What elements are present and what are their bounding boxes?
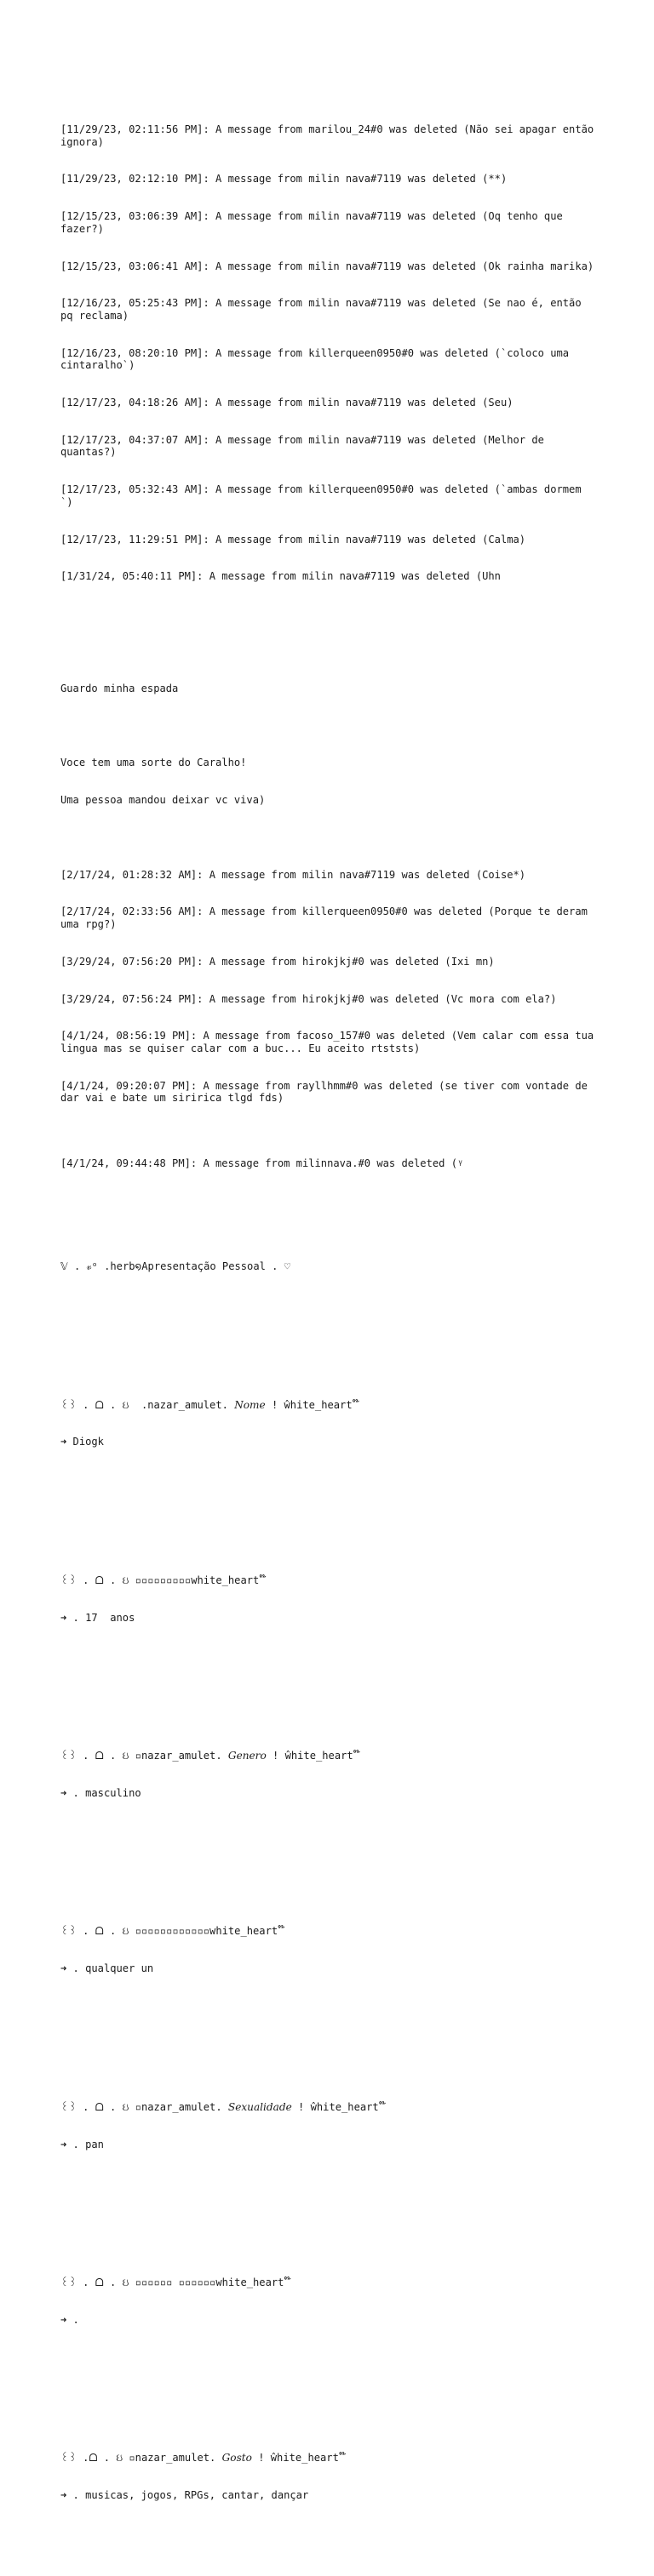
message-continuation: Uma pessoa mandou deixar vc viva) bbox=[60, 794, 266, 807]
log-line: [3/29/24, 07:56:20 PM]: A message from hirokjkj#0 was deleted (Ixi mn) bbox=[60, 955, 495, 968]
profile-field-gosto bbox=[60, 2427, 597, 2527]
field-value: ➜ . qualquer un bbox=[60, 1962, 154, 1975]
log-line: [12/17/23, 05:32:43 AM]: A message from killerqueen0950#0 was deleted (`ambas dormem `) bbox=[60, 483, 588, 508]
profile-field-blank bbox=[60, 2252, 597, 2351]
profile-field-genero bbox=[60, 1725, 597, 1825]
field-label-line: ꒰꒱ .ᗝ . ઇ ▫nazar_amulet. Gosto ! ŵhite_heart໊ bbox=[60, 2452, 339, 2465]
log-line: [12/15/23, 03:06:41 AM]: A message from milin nava#7119 was deleted (Ok rainha marika) bbox=[60, 260, 594, 272]
profile-field-sexualidade bbox=[60, 2076, 597, 2176]
document-page bbox=[60, 61, 600, 2576]
field-label: Nome bbox=[234, 1398, 266, 1411]
blank-line bbox=[60, 645, 597, 658]
field-value: ➜ Diogk bbox=[60, 1436, 104, 1448]
field-value: ➜ . masculino bbox=[60, 1786, 141, 1799]
log-line: [12/17/23, 04:37:07 AM]: A message from milin nava#7119 was deleted (Melhor de quantas?) bbox=[60, 433, 551, 459]
field-value: ➜ . pan bbox=[60, 2138, 104, 2150]
log-line: [12/16/23, 05:25:43 PM]: A message from milin nava#7119 was deleted (Se nao é, então pq reclama) bbox=[60, 297, 588, 322]
log-line: [12/15/23, 03:06:39 AM]: A message from milin nava#7119 was deleted (Oq tenho que fazer?) bbox=[60, 210, 570, 235]
log-line: [4/1/24, 09:44:48 PM]: A message from milinnava.#0 was deleted (ᵞ bbox=[60, 1157, 464, 1170]
log-line: [12/17/23, 04:18:26 AM]: A message from milin nava#7119 was deleted (Seu) bbox=[60, 397, 513, 409]
field-value: ➜ . musicas, jogos, RPGs, cantar, dançar bbox=[60, 2489, 309, 2502]
log-line: [11/29/23, 02:12:10 PM]: A message from milin nava#7119 was deleted (**) bbox=[60, 173, 508, 186]
log-line: [3/29/24, 07:56:24 PM]: A message from hirokjkj#0 was deleted (Vc mora com ela?) bbox=[60, 992, 557, 1005]
log-line: [2/17/24, 01:28:32 AM]: A message from milin nava#7119 was deleted (Coise*) bbox=[60, 868, 526, 881]
field-value: ➜ . 17 anos bbox=[60, 1611, 135, 1624]
profile-fields bbox=[60, 1310, 597, 2551]
log-line: [12/16/23, 08:20:10 PM]: A message from killerqueen0950#0 was deleted (`coloco uma cintaralho`) bbox=[60, 346, 576, 372]
field-label-line: ꒰꒱ . ᗝ . ઇ ▫▫▫▫▫▫ ▫▫▫▫▫▫white_heart໊ bbox=[60, 2276, 284, 2289]
profile-field-pronome bbox=[60, 1900, 597, 2000]
field-label-line: ꒰꒱ . ᗝ . ઇ ▫nazar_amulet. Sexualidade ! ŵhite_heart໊ bbox=[60, 2100, 379, 2113]
message-continuation: Guardo minha espada bbox=[60, 682, 179, 694]
profile-field-idade bbox=[60, 1550, 597, 1649]
log-line: [4/1/24, 09:20:07 PM]: A message from rayllhmm#0 was deleted (se tiver com vontade de dar vai e bate um siririca tlgd fds) bbox=[60, 1079, 594, 1105]
field-label-line: ꒰꒱ . ᗝ . ઇ .nazar_amulet. Nome ! ŵhite_heart໊ bbox=[60, 1398, 353, 1411]
field-label: Genero bbox=[227, 1750, 267, 1762]
profile-field-nome bbox=[60, 1374, 597, 1473]
deleted-messages-log bbox=[60, 99, 600, 608]
field-label-line: ꒰꒱ . ᗝ . ઇ ▫▫▫▫▫▫▫▫▫white_heart໊ bbox=[60, 1574, 260, 1586]
deleted-messages-log-2 bbox=[60, 843, 600, 1195]
log-line: [12/17/23, 11:29:51 PM]: A message from milin nava#7119 was deleted (Calma) bbox=[60, 533, 526, 545]
field-value: ➜ . bbox=[60, 2313, 79, 2326]
profile-header: 𝕍 . 𝓋ᵒ .herb໑Apresentação Pessoal . ♡ bbox=[60, 1260, 291, 1272]
field-label-line: ꒰꒱ . ᗝ . ઇ ▫▫▫▫▫▫▫▫▫▫▫▫white_heart໊ bbox=[60, 1925, 278, 1938]
blank-line bbox=[60, 719, 597, 732]
log-line: [4/1/24, 08:56:19 PM]: A message from facoso_157#0 was deleted (Vem calar com essa tua lingua mas se quiser calar com a buc... Eu aceito rtststs) bbox=[60, 1030, 600, 1054]
log-line: [1/31/24, 05:40:11 PM]: A message from milin nava#7119 was deleted (Uhn bbox=[60, 570, 501, 583]
log-line: [2/17/24, 02:33:56 AM]: A message from killerqueen0950#0 was deleted (Porque te deram uma rpg?) bbox=[60, 905, 594, 930]
field-label: Sexualidade bbox=[227, 2100, 292, 2113]
field-label: Gosto bbox=[221, 2452, 252, 2465]
message-continuation: Voce tem uma sorte do Caralho! bbox=[60, 757, 247, 769]
log-line: [11/29/23, 02:11:56 PM]: A message from marilou_24#0 was deleted (Não sei apagar então ignora) bbox=[60, 123, 600, 148]
field-label-line: ꒰꒱ . ᗝ . ઇ ▫nazar_amulet. Genero ! ŵhite_heart໊ bbox=[60, 1750, 353, 1762]
